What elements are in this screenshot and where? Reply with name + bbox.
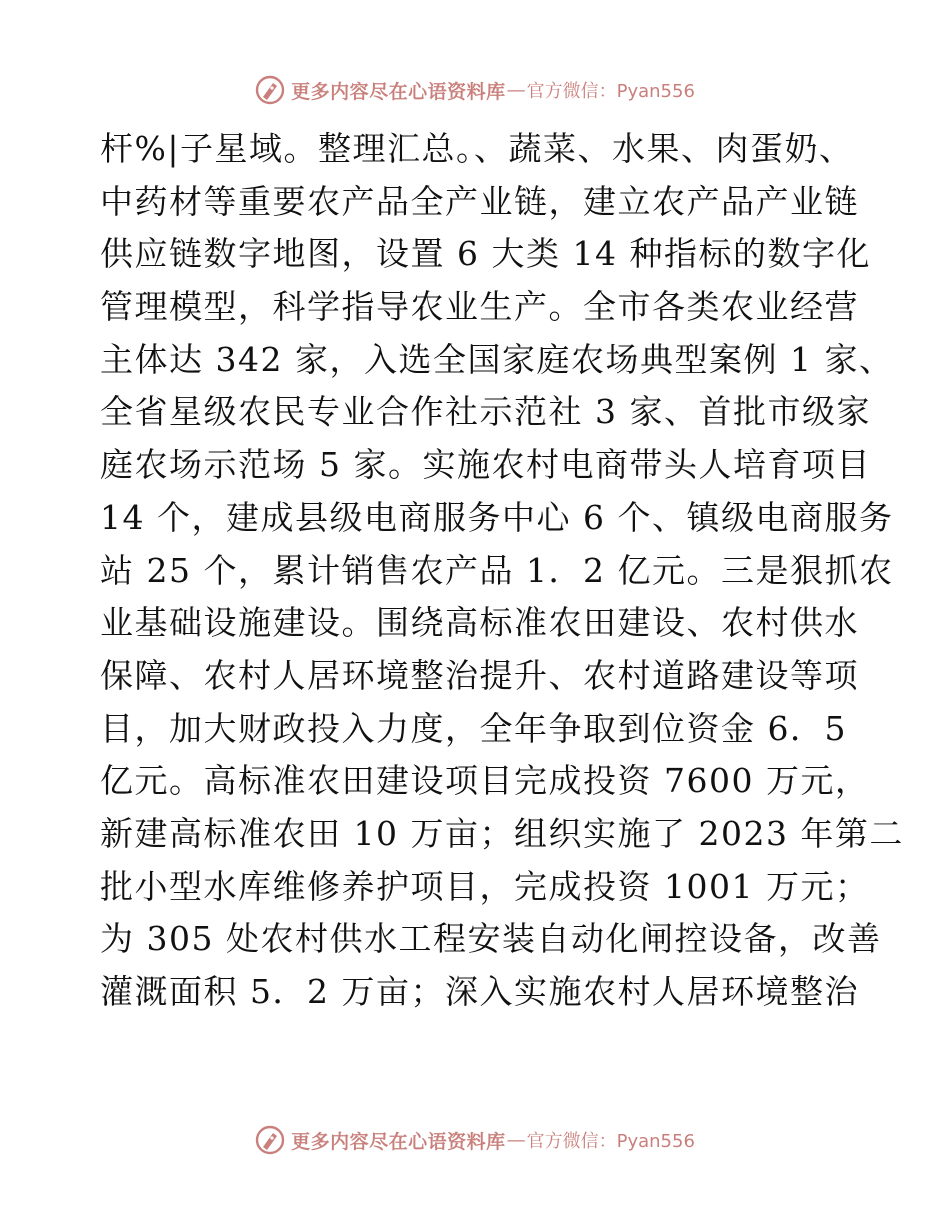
text-line: 新建高标准农田 10 万亩；组织实施了 2023 年第二	[100, 813, 904, 853]
text-line: 全省星级农民专业合作社示范社 3 家、首批市级家	[100, 392, 871, 432]
footer-watermark	[0, 1122, 950, 1158]
header-watermark	[0, 72, 950, 108]
text-line: 供应链数字地图，设置 6 大类 14 种指标的数字化	[100, 234, 871, 274]
watermark-wechat-text: 官方微信：Pyan556	[526, 81, 695, 102]
text-line: 站 25 个，累计销售农产品 1．2 亿元。三是狠抓农	[100, 550, 894, 590]
watermark-main-text: 更多内容尽在心语资料库	[291, 1130, 506, 1153]
pen-nib-logo-icon	[255, 75, 285, 105]
text-line: 为 305 处农村供水工程安装自动化闸控设备，改善	[100, 919, 882, 959]
text-line: 批小型水库维修养护项目，完成投资 1001 万元；	[100, 866, 870, 906]
text-line: 灌溉面积 5．2 万亩；深入实施农村人居环境整治	[100, 972, 859, 1011]
text-line: 保障、农村人居环境整治提升、农村道路建设等项	[100, 655, 859, 695]
document-body	[100, 123, 904, 1019]
text-line: 庭农场示范场 5 家。实施农村电商带头人培育项目	[100, 445, 871, 485]
text-line: 中药材等重要农产品全产业链，建立农产品产业链	[100, 181, 859, 221]
watermark-wechat-text: 官方微信：Pyan556	[526, 1131, 695, 1152]
text-line: 管理模型，科学指导农业生产。全市各类农业经营	[100, 287, 859, 327]
pen-nib-logo-icon	[255, 1125, 285, 1155]
watermark-dash: —	[506, 79, 526, 101]
watermark-main-text: 更多内容尽在心语资料库	[291, 80, 506, 103]
text-line: 业基础设施建设。围绕高标准农田建设、农村供水	[100, 603, 859, 643]
text-line: 主体达 342 家，入选全国家庭农场典型案例 1 家、	[100, 339, 894, 379]
watermark-dash: —	[506, 1129, 526, 1151]
text-line: 杆%|子星域。整理汇总。、蔬菜、水果、肉蛋奶、	[100, 129, 854, 168]
text-line: 目，加大财政投入力度，全年争取到位资金 6．5	[100, 708, 847, 748]
text-line: 14 个，建成县级电商服务中心 6 个、镇级电商服务	[100, 497, 894, 537]
text-line: 亿元。高标准农田建设项目完成投资 7600 万元，	[100, 761, 870, 801]
